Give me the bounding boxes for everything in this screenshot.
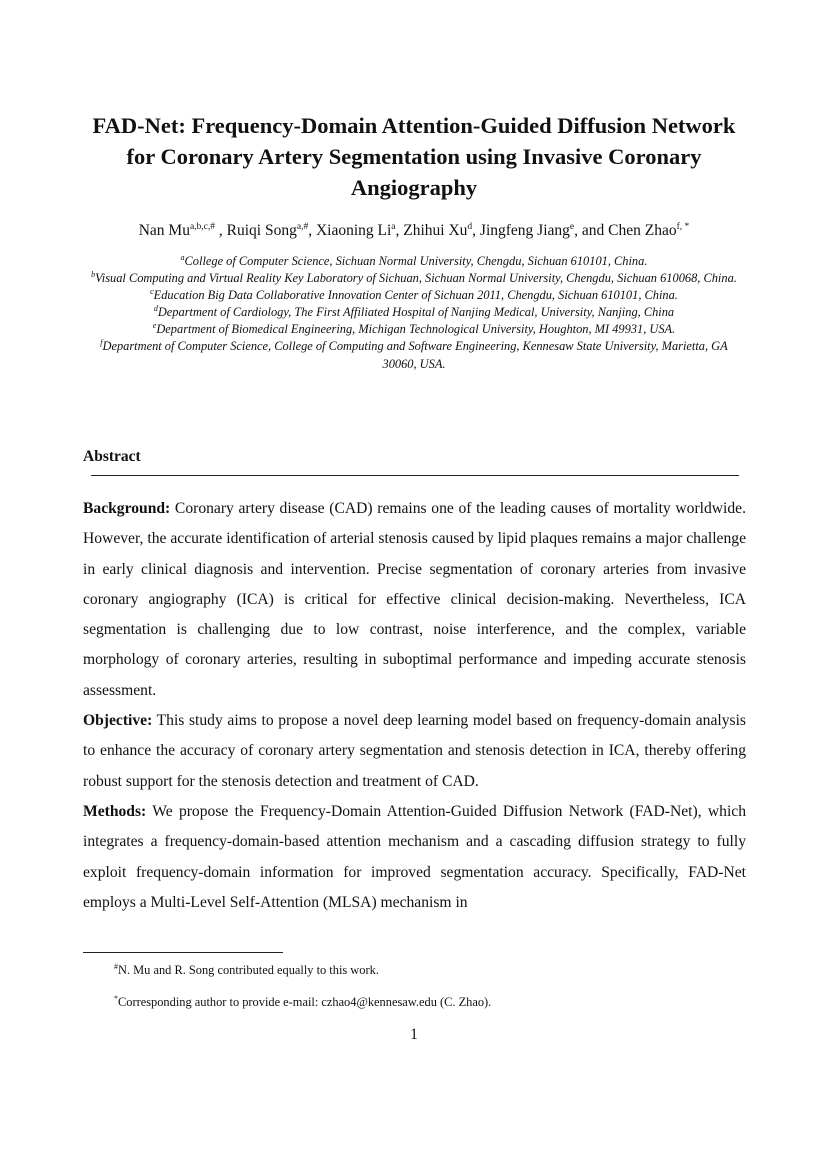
- author-list: [80, 220, 748, 242]
- affiliation: $^d$Department of Cardiology, The First Affiliated Hospital of Nanjing Medical, University, Nanjing, China: [153, 304, 675, 320]
- abstract-heading: Abstract: [83, 448, 141, 465]
- affiliation-list: [86, 253, 742, 373]
- affiliation: $^f$Department of Computer Science, College of Computing and Software Engineering, Kennesaw State University, Marietta, GA 30060, USA.: [100, 338, 728, 371]
- footnote-divider: [83, 952, 283, 953]
- author: Jingfeng Jiang$^e$, and: [479, 222, 609, 239]
- abstract-paragraph-objective: Objective: This study aims to propose a novel deep learning model based on frequency-domain analysis to enhance the accuracy of coronary artery segmentation and stenosis detection in ICA, thereby offering robust support for the stenosis detection and treatment of CAD.: [83, 712, 746, 790]
- affiliation: $^a$College of Computer Science, Sichuan Normal University, Chengdu, Sichuan 610101, China.: [180, 253, 648, 268]
- author: Xiaoning Li$^a$,: [315, 222, 404, 239]
- author: Nan $Mu^{a,b,c,\#}$ ,: [138, 222, 227, 239]
- author: Zhihui Xu$^d$,: [403, 222, 480, 239]
- author: Chen Zhao$^{f, *}$: [608, 222, 690, 239]
- paper-title: FAD-Net: Frequency-Domain Attention-Guided Diffusion Network for Coronary Artery Segmentation using Invasive Coronary Angiography: [92, 113, 736, 200]
- affiliation: $^c$Education Big Data Collaborative Innovation Center of Sichuan 2011, Chengdu, Sichuan 610101, China.: [150, 287, 678, 303]
- footnote-equal-contribution: #N. Mu and R. Song contributed equally to this work.: [114, 962, 379, 977]
- abstract-divider: [91, 475, 739, 476]
- author: Ruiqi Song$^{a,\#}$,: [226, 222, 316, 239]
- abstract-body: [83, 494, 746, 918]
- affiliation: $^b$Visual Computing and Virtual Reality Key Laboratory of Sichuan, Sichuan Normal University, Chengdu, Sichuan 610068, China.: [91, 270, 737, 286]
- footnote-corresponding-author: *Corresponding author to provide e-mail: czhao4@kennesaw.edu (C. Zhao).: [114, 994, 492, 1009]
- page-number: 1: [410, 1026, 418, 1043]
- affiliation: $^e$Department of Biomedical Engineering, Michigan Technological University, Houghton, MI 49931, USA.: [152, 321, 676, 337]
- abstract-paragraph-methods: Methods: We propose the Frequency-Domain Attention-Guided Diffusion Network (FAD-Net), which integrates a frequency-domain-based attention mechanism and a cascading diffusion strategy to fully exploit frequency-domain information for improved segmentation accuracy. Specifically, FAD-Net employs a Multi-Level Self-Attention (MLSA) mechanism in: [83, 802, 746, 911]
- abstract-paragraph-background: Background: Coronary artery disease (CAD) remains one of the leading causes of mortality worldwide. However, the accurate identification of arterial stenosis caused by lipid plaques remains a major challenge in early clinical diagnosis and intervention. Precise segmentation of coronary arteries from invasive coronary angiography (ICA) is critical for effective clinical decision-making. Nevertheless, ICA segmentation is challenging due to low contrast, noise interference, and the complex, variable morphology of coronary arteries, resulting in suboptimal performance and impeding accurate stenosis assessment.: [83, 500, 746, 699]
